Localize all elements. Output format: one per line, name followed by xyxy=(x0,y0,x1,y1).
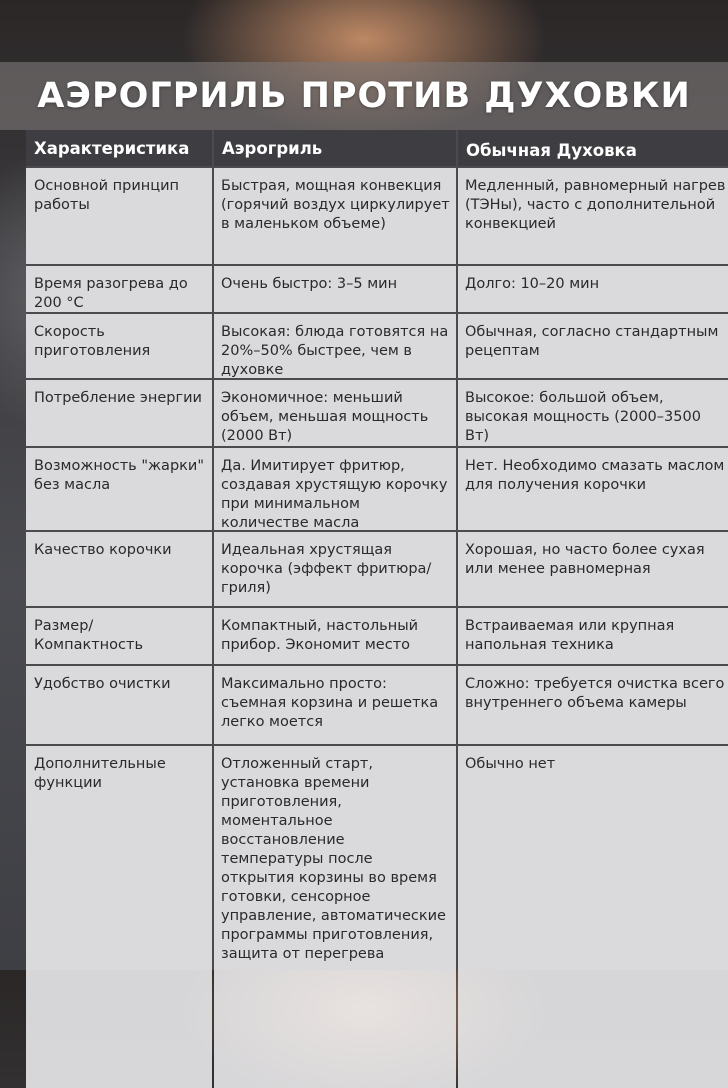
row-oven: Обычная, согласно стандартным рецептам xyxy=(458,314,728,378)
header-airfryer: Аэрогриль xyxy=(214,130,456,166)
row-feature: Скорость приготовления xyxy=(26,314,212,378)
row-airfryer: Да. Имитирует фритюр, создавая хрустящую корочку при минимальном количестве масла xyxy=(214,448,456,530)
row-oven: Хорошая, но часто более сухая или менее равномерная xyxy=(458,532,728,606)
row-oven: Долго: 10–20 мин xyxy=(458,266,728,312)
page-title: АЭРОГРИЛЬ ПРОТИВ ДУХОВКИ xyxy=(37,76,691,116)
row-oven: Нет. Необходимо смазать маслом для получения корочки xyxy=(458,448,728,530)
row-airfryer: Быстрая, мощная конвекция (горячий воздух циркулирует в маленьком объеме) xyxy=(214,168,456,264)
row-oven: Встраиваемая или крупная напольная техника xyxy=(458,608,728,664)
row-airfryer: Очень быстро: 3–5 мин xyxy=(214,266,456,312)
header-feature: Характеристика xyxy=(26,130,212,166)
row-feature: Качество корочки xyxy=(26,532,212,606)
row-oven: Медленный, равномерный нагрев (ТЭНы), часто с дополнительной конвекцией xyxy=(458,168,728,264)
row-airfryer: Компактный, настольный прибор. Экономит место xyxy=(214,608,456,664)
row-airfryer: Экономичное: меньший объем, меньшая мощность (2000 Вт) xyxy=(214,380,456,446)
row-feature: Удобство очистки xyxy=(26,666,212,744)
row-feature: Размер/ Компактность xyxy=(26,608,212,664)
row-airfryer: Высокая: блюда готовятся на 20%–50% быстрее, чем в духовке xyxy=(214,314,456,378)
row-oven: Высокое: большой объем, высокая мощность (2000–3500 Вт) xyxy=(458,380,728,446)
comparison-table xyxy=(26,130,728,970)
row-airfryer: Максимально просто: съемная корзина и решетка легко моется xyxy=(214,666,456,744)
row-feature: Время разогрева до 200 °C xyxy=(26,266,212,312)
row-airfryer: Идеальная хрустящая корочка (эффект фритюра/гриля) xyxy=(214,532,456,606)
row-feature: Потребление энергии xyxy=(26,380,212,446)
row-oven: Обычно нет xyxy=(458,746,728,1088)
row-feature: Дополнительные функции xyxy=(26,746,212,1088)
header-oven: Обычная Духовка xyxy=(458,130,728,166)
row-oven: Сложно: требуется очистка всего внутреннего объема камеры xyxy=(458,666,728,744)
row-feature: Возможность "жарки" без масла xyxy=(26,448,212,530)
row-airfryer: Отложенный старт, установка времени приготовления, моментальное восстановление температуры после открытия корзины во время готовки, сенсорное управление, автоматические программы приготовления, защита от перегрева xyxy=(214,746,456,1088)
title-banner xyxy=(0,62,728,130)
row-feature: Основной принцип работы xyxy=(26,168,212,264)
